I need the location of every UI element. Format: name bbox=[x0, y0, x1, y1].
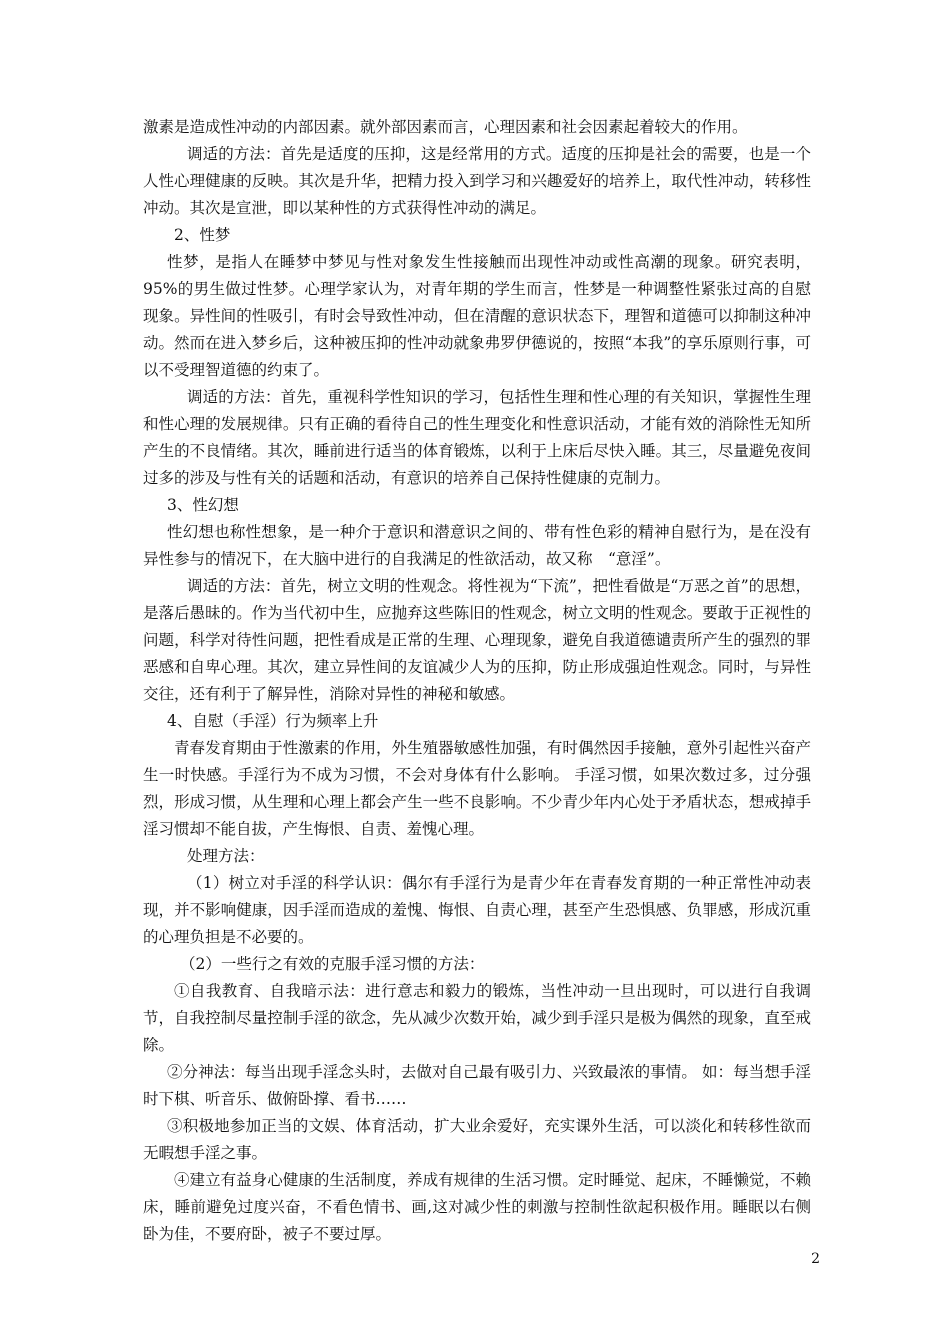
paragraph: 调适的方法：首先，重视科学性知识的学习，包括性生理和性心理的有关知识，掌握性生理和性心理的发展规律。只有正确的看待自己的性生理变化和性意识活动，才能有效的消除性无知所产生的不良情绪。其次，睡前进行适当的体育锻炼，以利于上床后尽快入睡。其三，尽量避免夜间过多的涉及与性有关的话题和活动，有意识的培养自己保持性健康的克制力。 bbox=[143, 388, 811, 487]
page-number: 2 bbox=[811, 1251, 820, 1267]
paragraph: 性幻想也称性想象，是一种介于意识和潜意识之间的、带有性色彩的精神自慰行为，是在没有异性参与的情况下，在大脑中进行的自我满足的性欲活动，故又称 “意淫”。 bbox=[143, 523, 811, 568]
section-heading: 2、性梦 bbox=[174, 226, 231, 244]
paragraph: （2）一些行之有效的克服手淫习惯的方法： bbox=[180, 955, 485, 973]
paragraph: 处理方法： bbox=[187, 847, 265, 865]
document-body bbox=[143, 114, 811, 1248]
paragraph: 青春发育期由于性激素的作用，外生殖器敏感性加强，有时偶然因手接触，意外引起性兴奋产生一时快感。手淫行为不成为习惯，不会对身体有什么影响。 手淫习惯，如果次数过多，过分强烈，形成习惯，从生理和心理上都会产生一些不良影响。不少青少年内心处于矛盾状态，想戒掉手淫习惯却不能自拔，产生悔恨、自责、羞愧心理。 bbox=[143, 739, 811, 838]
paragraph: 调适的方法：首先，树立文明的性观念。将性视为“下流”，把性看做是“万恶之首”的思想，是落后愚昧的。作为当代初中生，应抛弃这些陈旧的性观念，树立文明的性观念。要敢于正视性的问题，科学对待性问题，把性看成是正常的生理、心理现象，避免自我道德谴责所产生的强烈的罪恶感和自卑心理。其次，建立异性间的友谊减少人为的压抑，防止形成强迫性观念。同时，与异性交往，还有利于了解异性，消除对异性的神秘和敏感。 bbox=[143, 577, 811, 703]
list-item: ②分神法：每当出现手淫念头时，去做对自己最有吸引力、兴致最浓的事情。 如：每当想手淫时下棋、听音乐、做俯卧撑、看书…… bbox=[143, 1063, 811, 1108]
paragraph: 调适的方法：首先是适度的压抑，这是经常用的方式。适度的压抑是社会的需要，也是一个人性心理健康的反映。其次是升华，把精力投入到学习和兴趣爱好的培养上，取代性冲动，转移性冲动。其次是宣泄，即以某种性的方式获得性冲动的满足。 bbox=[143, 145, 811, 217]
paragraph: （1）树立对手淫的科学认识：偶尔有手淫行为是青少年在青春发育期的一种正常性冲动表现，并不影响健康，因手淫而造成的羞愧、悔恨、自责心理，甚至产生恐惧感、负罪感，形成沉重的心理负担是不必要的。 bbox=[143, 874, 811, 946]
list-item: ①自我教育、自我暗示法：进行意志和毅力的锻炼，当性冲动一旦出现时，可以进行自我调节，自我控制尽量控制手淫的欲念，先从减少次数开始，减少到手淫只是极为偶然的现象，直至戒除。 bbox=[143, 982, 811, 1054]
section-heading: 4、自慰（手淫）行为频率上升 bbox=[167, 712, 379, 730]
paragraph: 激素是造成性冲动的内部因素。就外部因素而言，心理因素和社会因素起着较大的作用。 bbox=[143, 118, 748, 136]
list-item: ③积极地参加正当的文娱、体育活动，扩大业余爱好，充实课外生活，可以淡化和转移性欲而无暇想手淫之事。 bbox=[143, 1117, 811, 1162]
list-item: ④建立有益身心健康的生活制度，养成有规律的生活习惯。定时睡觉、起床，不睡懒觉，不赖床，睡前避免过度兴奋，不看色情书、画,这对减少性的刺激与控制性欲起积极作用。睡眠以右侧卧为佳，不要府卧，被子不要过厚。 bbox=[143, 1171, 811, 1243]
section-heading: 3、性幻想 bbox=[167, 496, 239, 514]
paragraph: 性梦，是指人在睡梦中梦见与性对象发生性接触而出现性冲动或性高潮的现象。研究表明，95%的男生做过性梦。心理学家认为，对青年期的学生而言，性梦是一种调整性紧张过高的自慰现象。异性间的性吸引，有时会导致性冲动，但在清醒的意识状态下，理智和道德可以抑制这种冲动。然而在进入梦乡后，这种被压抑的性冲动就象弗罗伊德说的，按照“本我”的享乐原则行事，可以不受理智道德的约束了。 bbox=[143, 253, 811, 379]
